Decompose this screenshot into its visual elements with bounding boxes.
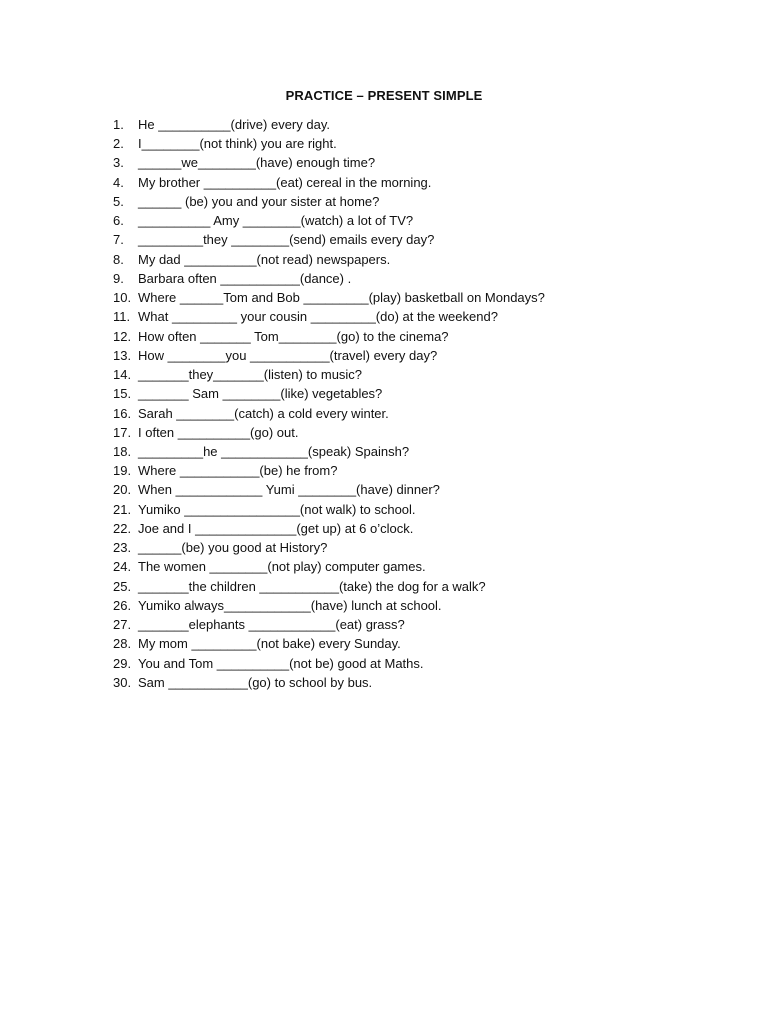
exercise-number: 10. bbox=[113, 290, 132, 306]
exercise-text: My mom _________(not bake) every Sunday. bbox=[138, 636, 401, 652]
exercise-number: 5. bbox=[113, 193, 124, 209]
exercise-item bbox=[113, 519, 545, 538]
exercise-number: 28. bbox=[113, 636, 132, 652]
exercise-item bbox=[113, 442, 545, 461]
exercise-number: 21. bbox=[113, 501, 132, 517]
exercise-text: I________(not think) you are right. bbox=[138, 136, 337, 152]
exercise-number: 25. bbox=[113, 578, 132, 594]
exercise-text: I often __________(go) out. bbox=[138, 424, 299, 440]
exercise-text: My dad __________(not read) newspapers. bbox=[138, 251, 391, 267]
exercise-item bbox=[113, 307, 545, 326]
exercise-number: 24. bbox=[113, 559, 132, 575]
exercise-text: He __________(drive) every day. bbox=[138, 117, 330, 132]
exercise-text: How often _______ Tom________(go) to the cinema? bbox=[138, 328, 449, 344]
exercise-number: 27. bbox=[113, 617, 132, 633]
exercise-number: 19. bbox=[113, 463, 132, 479]
exercise-text: _______the children ___________(take) the dog for a walk? bbox=[138, 578, 486, 594]
exercise-number: 15. bbox=[113, 386, 132, 402]
exercise-number: 7. bbox=[113, 232, 124, 248]
exercise-item bbox=[113, 634, 545, 653]
exercise-item bbox=[113, 134, 545, 153]
exercise-text: ______we________(have) enough time? bbox=[138, 155, 376, 171]
exercise-item bbox=[113, 404, 545, 423]
exercise-item bbox=[113, 346, 545, 365]
exercise-item bbox=[113, 230, 545, 249]
exercise-text: __________ Amy ________(watch) a lot of TV? bbox=[138, 213, 414, 229]
exercise-item bbox=[113, 327, 545, 346]
exercise-number: 29. bbox=[113, 655, 132, 671]
exercise-item bbox=[113, 615, 545, 634]
exercise-number: 13. bbox=[113, 347, 132, 363]
exercise-item bbox=[113, 557, 545, 576]
exercise-number: 16. bbox=[113, 405, 132, 421]
exercise-number: 4. bbox=[113, 174, 124, 190]
exercise-text: How ________you ___________(travel) every day? bbox=[138, 347, 438, 363]
exercise-item bbox=[113, 173, 545, 192]
exercise-item bbox=[113, 384, 545, 403]
exercise-number: 1. bbox=[113, 117, 124, 132]
exercise-item bbox=[113, 269, 545, 288]
exercise-list bbox=[113, 115, 545, 692]
exercise-number: 14. bbox=[113, 367, 132, 383]
exercise-text: Yumiko always____________(have) lunch at school. bbox=[138, 597, 442, 613]
exercise-number: 26. bbox=[113, 597, 132, 613]
exercise-text: ______(be) you good at History? bbox=[138, 540, 328, 556]
exercise-item bbox=[113, 538, 545, 557]
exercise-text: My brother __________(eat) cereal in the morning. bbox=[138, 174, 432, 190]
exercise-text: When ____________ Yumi ________(have) dinner? bbox=[138, 482, 440, 498]
exercise-number: 3. bbox=[113, 155, 124, 171]
exercise-text: Joe and I ______________(get up) at 6 o’clock. bbox=[138, 520, 414, 536]
exercise-text: You and Tom __________(not be) good at Maths. bbox=[138, 655, 424, 671]
exercise-item bbox=[113, 480, 545, 499]
exercise-item bbox=[113, 115, 545, 134]
exercise-item bbox=[113, 577, 545, 596]
exercise-number: 2. bbox=[113, 136, 124, 152]
exercise-number: 23. bbox=[113, 540, 132, 556]
exercise-text: _______ Sam ________(like) vegetables? bbox=[138, 386, 383, 402]
page-title: PRACTICE – PRESENT SIMPLE bbox=[285, 88, 483, 103]
exercise-number: 9. bbox=[113, 270, 124, 286]
exercise-item bbox=[113, 153, 545, 172]
exercise-number: 12. bbox=[113, 328, 132, 344]
exercise-text: Where ___________(be) he from? bbox=[138, 463, 338, 479]
exercise-number: 6. bbox=[113, 213, 124, 229]
exercise-item bbox=[113, 673, 545, 692]
exercise-text: _______elephants ____________(eat) grass? bbox=[138, 617, 405, 633]
exercise-number: 20. bbox=[113, 482, 132, 498]
exercise-text: What _________ your cousin _________(do) at the weekend? bbox=[138, 309, 498, 325]
exercise-text: _______they_______(listen) to music? bbox=[138, 367, 363, 383]
exercise-item bbox=[113, 461, 545, 480]
exercise-item bbox=[113, 423, 545, 442]
exercise-text: Where ______Tom and Bob _________(play) basketball on Mondays? bbox=[138, 290, 545, 306]
exercise-item bbox=[113, 500, 545, 519]
exercise-text: _________they ________(send) emails every day? bbox=[138, 232, 435, 248]
exercise-text: _________he ____________(speak) Spainsh? bbox=[138, 443, 410, 459]
exercise-number: 11. bbox=[113, 309, 131, 325]
exercise-item bbox=[113, 365, 545, 384]
exercise-text: The women ________(not play) computer games. bbox=[138, 559, 426, 575]
exercise-text: Sam ___________(go) to school by bus. bbox=[138, 674, 373, 690]
exercise-item bbox=[113, 211, 545, 230]
exercise-number: 18. bbox=[113, 443, 132, 459]
exercise-number: 17. bbox=[113, 424, 132, 440]
exercise-text: Barbara often ___________(dance) . bbox=[138, 270, 352, 286]
exercise-text: ______ (be) you and your sister at home? bbox=[138, 193, 380, 209]
exercise-text: Yumiko ________________(not walk) to school. bbox=[138, 501, 416, 517]
exercise-number: 30. bbox=[113, 674, 132, 690]
exercise-item bbox=[113, 192, 545, 211]
exercise-item bbox=[113, 288, 545, 307]
exercise-item bbox=[113, 654, 545, 673]
exercise-text: Sarah ________(catch) a cold every winter. bbox=[138, 405, 389, 421]
exercise-item bbox=[113, 250, 545, 269]
exercise-item bbox=[113, 596, 545, 615]
exercise-number: 8. bbox=[113, 251, 124, 267]
exercise-number: 22. bbox=[113, 520, 132, 536]
